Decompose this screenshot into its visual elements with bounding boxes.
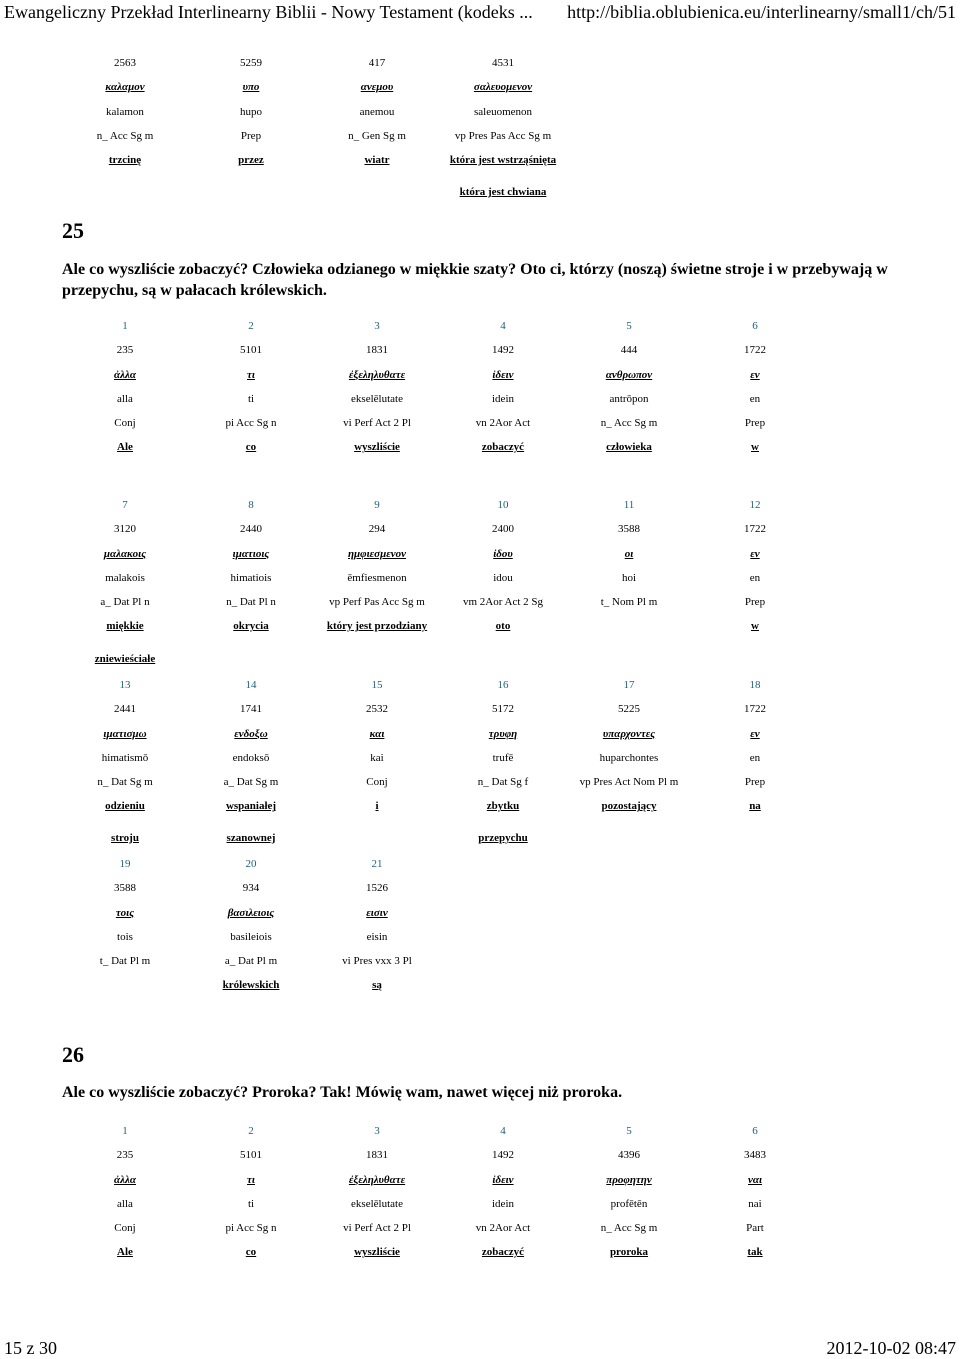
word-number-cell: 3 <box>374 1125 380 1137</box>
transliteration-row <box>62 100 880 124</box>
strongs-number-cell: 1526 <box>366 882 388 895</box>
polish-word-cell[interactable] <box>566 614 692 638</box>
transliteration-cell: en <box>749 571 761 584</box>
print-datetime: 2012-10-02 08:47 <box>826 1338 956 1358</box>
morphology-row <box>62 1216 880 1240</box>
polish-word-cell[interactable]: który jest przodziany <box>326 620 428 633</box>
greek-word-cell[interactable]: ιματισμω <box>103 727 147 740</box>
morphology-cell: t_ Nom Pl m <box>600 596 658 609</box>
polish-word-cell[interactable]: zobaczyć <box>481 441 525 454</box>
greek-word-cell[interactable]: ημφιεσμενον <box>348 547 406 560</box>
greek-word-cell[interactable]: τι <box>247 368 255 381</box>
polish-alt-word[interactable]: zniewieściałe <box>94 653 156 665</box>
word-number-cell: 14 <box>245 679 257 691</box>
morphology-cell: vn 2Aor Act <box>475 1222 531 1235</box>
greek-word-cell[interactable]: ἀλλα <box>114 1173 136 1186</box>
strongs-number-row <box>62 51 880 75</box>
polish-word-cell[interactable]: w <box>751 441 759 454</box>
transliteration-cell: hoi <box>621 571 637 584</box>
morphology-cell: n_ Gen Sg m <box>348 129 406 142</box>
word-number-cell: 11 <box>623 499 635 511</box>
polish-alt-word[interactable]: szanownej <box>226 832 276 844</box>
polish-word-cell[interactable]: pozostający <box>601 800 657 813</box>
word-number-cell: 6 <box>752 320 758 332</box>
morphology-cell: a_ Dat Sg m <box>223 776 279 789</box>
strongs-number-cell: 235 <box>116 344 134 357</box>
greek-word-row <box>62 1168 880 1192</box>
page-header-title: Ewangeliczny Przekład Interlinearny Biblii - Nowy Testament (kodeks ... <box>4 2 533 22</box>
word-number-cell: 20 <box>245 858 257 870</box>
transliteration-cell: basileiois <box>230 930 272 943</box>
strongs-number-cell: 1722 <box>744 703 766 716</box>
strongs-number-cell: 417 <box>368 57 386 69</box>
strongs-number-cell: 294 <box>368 523 386 536</box>
transliteration-cell: idein <box>492 1197 514 1210</box>
word-number-cell: 5 <box>626 320 632 332</box>
morphology-cell: n_ Dat Pl n <box>226 596 276 609</box>
polish-word-cell[interactable]: i <box>375 800 379 813</box>
transliteration-cell: ekselēlutate <box>351 392 403 405</box>
morphology-cell: vp Pres Act Nom Pl m <box>579 776 679 789</box>
greek-word-row <box>62 901 880 925</box>
transliteration-row <box>62 566 880 590</box>
polish-word-cell[interactable]: Ale <box>117 1246 133 1259</box>
morphology-cell: n_ Dat Sg m <box>97 776 153 789</box>
greek-word-row <box>62 542 880 566</box>
transliteration-cell: ekselēlutate <box>351 1197 403 1210</box>
strongs-number-cell: 235 <box>116 1149 134 1162</box>
polish-word-cell[interactable]: człowieka <box>606 441 652 454</box>
greek-word-cell[interactable]: ναι <box>747 1173 763 1186</box>
morphology-cell: n_ Acc Sg m <box>600 417 658 430</box>
greek-word-cell[interactable]: τρυφη <box>488 727 518 740</box>
word-number-cell: 19 <box>119 858 131 870</box>
interlinear-table-v25-1 <box>62 314 880 460</box>
greek-word-cell[interactable]: ἀλλα <box>114 368 136 381</box>
polish-word-row <box>62 973 880 997</box>
morphology-cell: Prep <box>744 776 766 789</box>
strongs-number-cell: 3483 <box>744 1149 766 1162</box>
greek-word-cell[interactable]: εν <box>750 727 760 740</box>
morphology-cell: Prep <box>744 417 766 430</box>
transliteration-cell: en <box>749 751 761 764</box>
strongs-number-cell: 5101 <box>240 344 262 357</box>
morphology-cell: n_ Acc Sg m <box>600 1222 658 1235</box>
greek-word-cell[interactable]: εισιν <box>366 906 388 919</box>
polish-word-cell[interactable]: Ale <box>117 441 133 454</box>
transliteration-cell: ēmfiesmenon <box>347 571 407 584</box>
strongs-number-cell: 5225 <box>618 703 640 716</box>
greek-word-cell[interactable]: ἰδου <box>493 547 513 560</box>
strongs-number-cell: 1831 <box>366 1149 388 1162</box>
polish-word-cell[interactable]: przez <box>238 154 264 167</box>
transliteration-cell: huparchontes <box>599 751 659 764</box>
transliteration-cell: tois <box>117 930 133 943</box>
greek-word-cell[interactable]: εν <box>750 547 760 560</box>
strongs-number-cell: 5101 <box>240 1149 262 1162</box>
morphology-cell: Prep <box>744 596 766 609</box>
greek-word-cell[interactable]: ἰδειν <box>492 1173 514 1186</box>
polish-word-cell[interactable]: w <box>751 620 759 633</box>
polish-word-cell[interactable]: co <box>245 441 257 454</box>
polish-alt-word[interactable]: która jest chwiana <box>459 186 547 198</box>
morphology-cell: t_ Dat Pl m <box>99 955 151 968</box>
greek-word-cell[interactable]: μαλακοις <box>103 547 147 560</box>
polish-word-cell[interactable]: która jest wstrząśnięta <box>449 154 557 167</box>
page-header-url: http://biblia.oblubienica.eu/interlinearny/small1/ch/51 <box>567 2 956 22</box>
word-number-cell: 2 <box>248 1125 254 1137</box>
strongs-number-cell: 934 <box>242 882 260 895</box>
polish-word-cell[interactable] <box>62 973 188 997</box>
transliteration-cell: ti <box>247 392 255 405</box>
interlinear-table-top <box>62 51 880 172</box>
greek-word-cell[interactable]: τι <box>247 1173 255 1186</box>
interlinear-table-v25-4 <box>62 852 880 998</box>
polish-word-cell[interactable]: wspaniałej <box>225 800 277 813</box>
morphology-row <box>62 124 880 148</box>
transliteration-cell: himatismō <box>101 751 149 764</box>
polish-word-row <box>62 435 880 459</box>
morphology-cell: Prep <box>240 129 262 142</box>
polish-alt-word[interactable]: stroju <box>111 832 139 844</box>
transliteration-cell: anemou <box>359 105 395 118</box>
word-number-row <box>62 852 880 876</box>
greek-word-row <box>62 722 880 746</box>
word-number-cell: 4 <box>500 320 506 332</box>
greek-word-cell[interactable]: ἐξεληλυθατε <box>348 368 406 381</box>
word-number-row <box>62 673 880 697</box>
word-number-cell: 8 <box>248 499 254 511</box>
polish-word-cell[interactable]: wyszliście <box>354 1246 400 1259</box>
word-number-cell: 18 <box>749 679 761 691</box>
transliteration-row <box>62 746 880 770</box>
interlinear-table-v25-3 <box>62 673 880 819</box>
greek-word-cell[interactable]: βασιλειοις <box>227 906 275 919</box>
word-number-cell: 7 <box>122 499 128 511</box>
polish-word-row <box>62 148 880 172</box>
polish-word-cell[interactable]: zbytku <box>486 800 520 813</box>
morphology-cell: vp Perf Pas Acc Sg m <box>329 596 425 609</box>
strongs-number-cell: 4531 <box>492 57 514 69</box>
greek-word-cell[interactable]: και <box>369 727 385 740</box>
morphology-row <box>62 770 880 794</box>
polish-word-row <box>62 1240 880 1264</box>
greek-word-cell[interactable]: καλαμον <box>105 81 145 94</box>
strongs-number-cell: 2440 <box>240 523 262 536</box>
morphology-cell: n_ Dat Sg f <box>477 776 529 789</box>
strongs-number-cell: 1831 <box>366 344 388 357</box>
transliteration-cell: malakois <box>105 571 145 584</box>
greek-word-cell[interactable]: ἰδειν <box>492 368 514 381</box>
polish-word-cell[interactable]: odzieniu <box>105 800 145 813</box>
word-number-cell: 9 <box>374 499 380 511</box>
morphology-cell: vp Pres Pas Acc Sg m <box>454 129 552 142</box>
transliteration-row <box>62 387 880 411</box>
transliteration-cell: idein <box>492 392 514 405</box>
morphology-cell: a_ Dat Pl m <box>224 955 278 968</box>
morphology-cell: pi Acc Sg n <box>225 1222 277 1235</box>
greek-word-cell[interactable]: ανεμου <box>360 81 394 94</box>
morphology-cell: Part <box>746 1222 764 1235</box>
strongs-number-cell: 2532 <box>366 703 388 716</box>
transliteration-row <box>62 925 880 949</box>
word-number-cell: 6 <box>752 1125 758 1137</box>
transliteration-cell: idou <box>493 571 513 584</box>
greek-word-cell[interactable]: ἐξεληλυθατε <box>348 1173 406 1186</box>
word-number-cell: 12 <box>749 499 761 511</box>
strongs-number-cell: 1741 <box>240 703 262 716</box>
word-number-cell: 3 <box>374 320 380 332</box>
transliteration-cell: kai <box>370 751 384 764</box>
morphology-cell: vn 2Aor Act <box>475 417 531 430</box>
strongs-number-cell: 5172 <box>492 703 514 716</box>
morphology-cell: vi Perf Act 2 Pl <box>343 1222 411 1235</box>
strongs-number-cell: 1492 <box>492 1149 514 1162</box>
polish-word-cell[interactable]: królewskich <box>222 979 280 992</box>
greek-word-row <box>62 75 880 99</box>
interlinear-table-v25-2 <box>62 493 880 639</box>
morphology-row <box>62 590 880 614</box>
word-number-row <box>62 1119 880 1143</box>
morphology-cell: Conj <box>366 776 388 789</box>
verse-number-26: 26 <box>62 1042 84 1067</box>
transliteration-cell: himatiois <box>230 571 272 584</box>
morphology-cell: vm 2Aor Act 2 Sg <box>462 596 544 609</box>
strongs-number-cell: 5259 <box>240 57 262 69</box>
morphology-cell: Conj <box>114 417 136 430</box>
word-number-cell: 16 <box>497 679 509 691</box>
strongs-number-row <box>62 1143 880 1167</box>
word-number-cell: 5 <box>626 1125 632 1137</box>
strongs-number-cell: 4396 <box>618 1149 640 1162</box>
transliteration-cell: en <box>749 392 761 405</box>
transliteration-cell: nai <box>748 1197 762 1210</box>
greek-word-cell[interactable]: υπο <box>242 81 260 94</box>
strongs-number-row <box>62 338 880 362</box>
greek-word-cell[interactable]: προφητην <box>606 1173 652 1186</box>
transliteration-row <box>62 1192 880 1216</box>
greek-word-cell[interactable]: τοις <box>115 906 135 919</box>
word-number-cell: 17 <box>623 679 635 691</box>
morphology-row <box>62 411 880 435</box>
polish-word-cell[interactable]: trzcinę <box>108 154 142 167</box>
strongs-number-cell: 1722 <box>744 344 766 357</box>
greek-word-cell[interactable]: υπαρχοντες <box>602 727 656 740</box>
greek-word-row <box>62 363 880 387</box>
greek-word-cell[interactable]: ιματιοις <box>232 547 270 560</box>
word-number-cell: 13 <box>119 679 131 691</box>
interlinear-table-v26 <box>62 1119 880 1265</box>
strongs-number-cell: 2441 <box>114 703 136 716</box>
polish-word-cell[interactable]: wyszliście <box>354 441 400 454</box>
strongs-number-row <box>62 517 880 541</box>
transliteration-cell: profētēn <box>610 1197 648 1210</box>
strongs-number-cell: 3588 <box>618 523 640 536</box>
strongs-number-cell: 3120 <box>114 523 136 536</box>
polish-word-cell[interactable]: okrycia <box>233 620 269 633</box>
greek-word-cell[interactable]: σαλευομενον <box>473 81 533 94</box>
word-number-cell: 1 <box>122 320 128 332</box>
morphology-cell: a_ Dat Pl n <box>100 596 150 609</box>
verse-text-25: Ale co wyszliście zobaczyć? Człowieka odzianego w miękkie szaty? Oto ci, którzy (noszą) świetne stroje i w przebywają w przepychu, są w pałacach królewskich. <box>62 261 888 299</box>
morphology-cell: n_ Acc Sg m <box>96 129 154 142</box>
morphology-cell: pi Acc Sg n <box>225 417 277 430</box>
polish-word-cell[interactable]: proroka <box>609 1246 649 1259</box>
transliteration-cell: eisin <box>366 930 388 943</box>
morphology-cell: Conj <box>114 1222 136 1235</box>
polish-word-cell[interactable]: co <box>245 1246 257 1259</box>
polish-word-cell[interactable]: zobaczyć <box>481 1246 525 1259</box>
strongs-number-row <box>62 876 880 900</box>
word-number-row <box>62 314 880 338</box>
page-counter: 15 z 30 <box>4 1338 57 1358</box>
polish-word-cell[interactable]: miękkie <box>106 620 144 633</box>
word-number-cell: 15 <box>371 679 383 691</box>
word-number-cell: 1 <box>122 1125 128 1137</box>
transliteration-cell: kalamon <box>106 105 144 118</box>
strongs-number-cell: 2400 <box>492 523 514 536</box>
polish-word-row <box>62 794 880 818</box>
verse-text-26: Ale co wyszliście zobaczyć? Proroka? Tak! Mówię wam, nawet więcej niż proroka. <box>62 1084 623 1101</box>
transliteration-cell: antrōpon <box>609 392 649 405</box>
transliteration-cell: alla <box>117 1197 133 1210</box>
polish-word-cell[interactable]: oto <box>495 620 511 633</box>
greek-word-cell[interactable]: οι <box>624 547 634 560</box>
polish-word-row <box>62 614 880 638</box>
greek-word-cell[interactable]: ανθρωπον <box>605 368 653 381</box>
polish-alt-word[interactable]: przepychu <box>478 832 528 844</box>
transliteration-cell: alla <box>117 392 133 405</box>
morphology-cell: vi Pres vxx 3 Pl <box>342 955 412 968</box>
strongs-number-cell: 1722 <box>744 523 766 536</box>
morphology-row <box>62 949 880 973</box>
transliteration-cell: saleuomenon <box>473 105 533 118</box>
strongs-number-row <box>62 697 880 721</box>
polish-word-cell[interactable]: są <box>372 979 382 992</box>
greek-word-cell[interactable]: εν <box>750 368 760 381</box>
transliteration-cell: ti <box>247 1197 255 1210</box>
strongs-number-cell: 1492 <box>492 344 514 357</box>
word-number-cell: 21 <box>371 858 383 870</box>
greek-word-cell[interactable]: ενδοξω <box>234 727 268 740</box>
transliteration-cell: trufē <box>492 751 514 764</box>
polish-word-cell[interactable]: wiatr <box>364 154 390 167</box>
transliteration-cell: hupo <box>240 105 262 118</box>
polish-word-cell[interactable]: tak <box>747 1246 763 1259</box>
polish-word-cell[interactable]: na <box>749 800 761 813</box>
verse-number-25: 25 <box>62 218 84 243</box>
word-number-cell: 10 <box>497 499 509 511</box>
transliteration-cell: endoksō <box>232 751 270 764</box>
word-number-cell: 4 <box>500 1125 506 1137</box>
word-number-row <box>62 493 880 517</box>
word-number-cell: 2 <box>248 320 254 332</box>
morphology-cell: vi Perf Act 2 Pl <box>343 417 411 430</box>
strongs-number-cell: 2563 <box>114 57 136 69</box>
strongs-number-cell: 444 <box>620 344 638 357</box>
strongs-number-cell: 3588 <box>114 882 136 895</box>
